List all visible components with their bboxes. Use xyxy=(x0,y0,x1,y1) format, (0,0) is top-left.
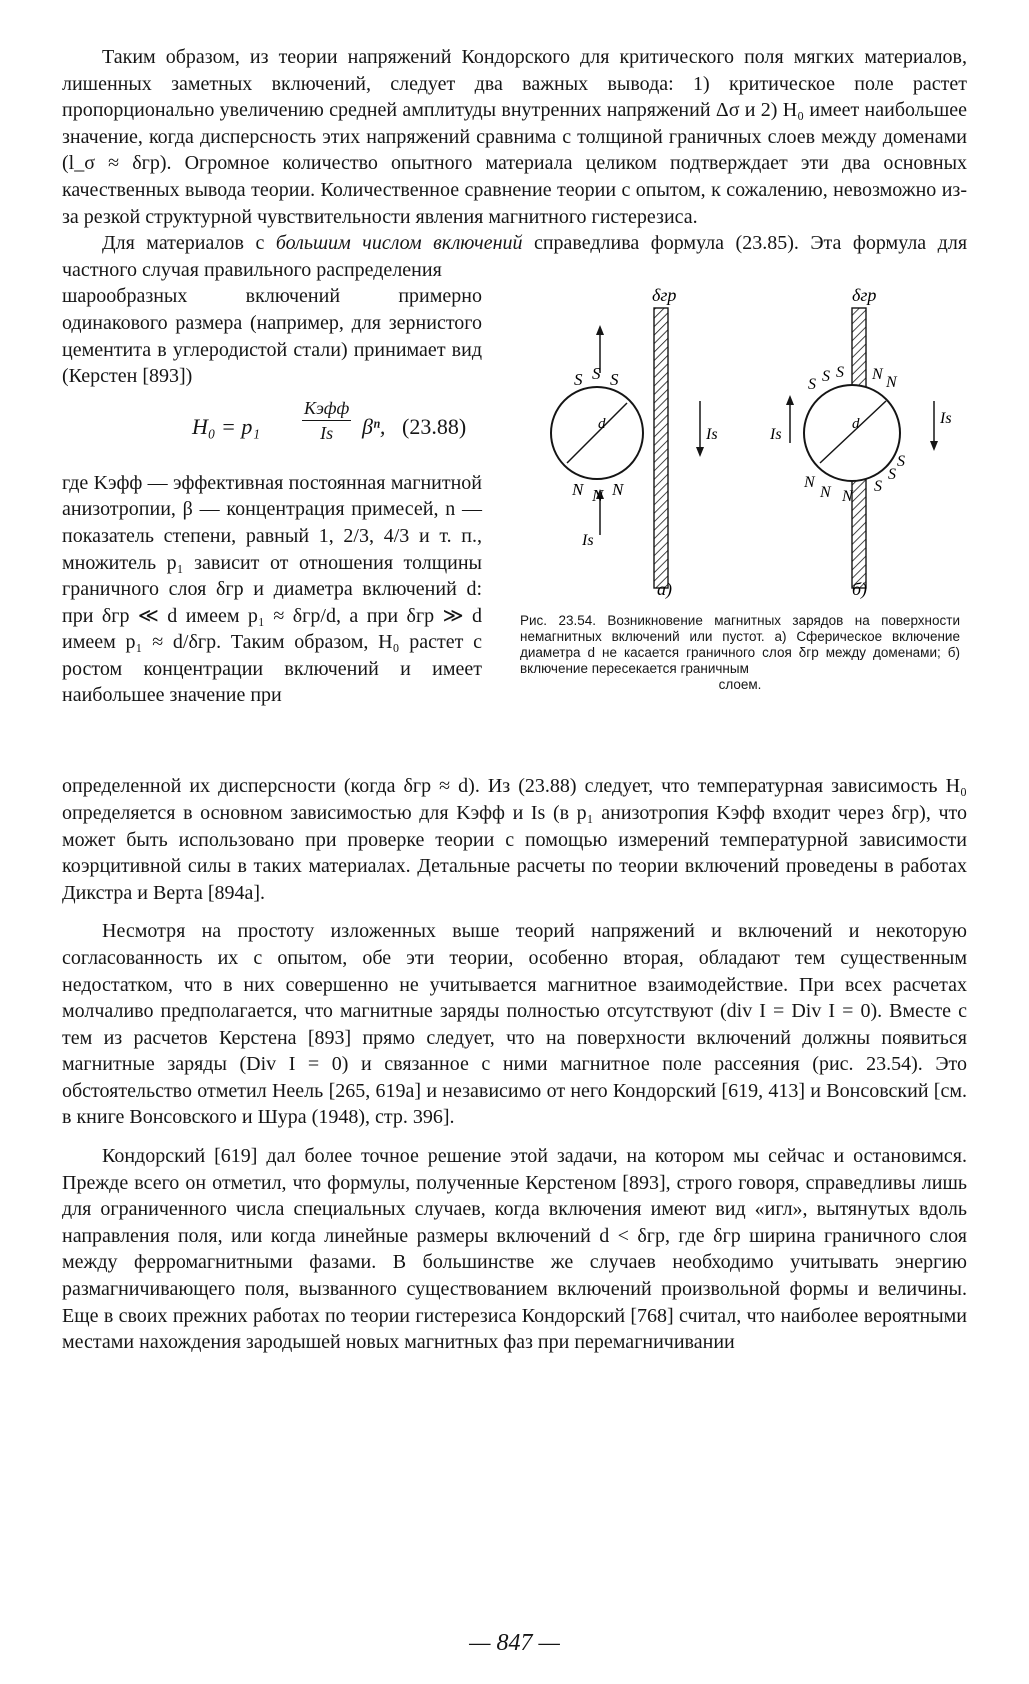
figure-23-54 xyxy=(502,283,982,773)
page-number: — 847 — xyxy=(469,1630,560,1656)
arrow-head-down-a xyxy=(696,447,704,457)
arrow-head-up-b xyxy=(786,395,794,405)
label-N3-b: N xyxy=(804,474,815,492)
label-S6-b: S xyxy=(897,453,905,471)
label-S4-b: S xyxy=(874,478,882,496)
label-delta-a: δгр xyxy=(652,285,677,306)
label-b: б) xyxy=(852,579,868,600)
formula-fraction xyxy=(302,396,351,445)
label-S5-b: S xyxy=(888,466,896,484)
label-N1-a: N xyxy=(572,480,584,500)
label-S3-b: S xyxy=(836,364,844,382)
paragraph-1: Таким образом, из теории напряжений Кондорского для критического поля мягких материалов, лишенных заметных включений, следует два важных вывода: 1) критическое поле растет пропорционально увеличению средней амплитуды внутренних напряжений Δσ и 2) H₀ имеет наибольшее значение, когда дисперсность этих напряжений сравнима с толщиной граничных слоев между доменами (l_σ ≈ δгр). Огромное количество опытного материала целиком подтверждает эти два основных качественных вывода теории. Количественное сравнение теории с опытом, к сожалению, невозможно из-за резкой структурной чувствительности явления магнитного гистерезиса. xyxy=(62,46,967,228)
label-N2-b: N xyxy=(886,374,897,392)
formula-numerator: Kэфф xyxy=(302,396,351,421)
paragraph-3-left: где Kэфф — эффективная постоянная магнитной анизотропии, β — концентрация примесей, n — показатель степени, равный 1, 2/3, 4/3 и т. п., множитель p₁ зависит от отношения толщины граничного слоя δгр и диаметра включений d: при δгр ≪ d имеем p₁ ≈ δгр/d, а при δгр ≫ d имеем p₁ ≈ d/δгр. Таким образом, H₀ растет с ростом концентрации включений и имеет наибольшее значение при xyxy=(62,471,482,707)
label-a: а) xyxy=(657,579,672,600)
figure-caption xyxy=(520,613,960,693)
label-delta-b: δгр xyxy=(852,285,877,306)
label-S1-a: S xyxy=(574,370,583,390)
label-N4-b: N xyxy=(820,484,831,502)
arrow-head-down-b xyxy=(930,441,938,451)
figure-diagram xyxy=(502,283,982,613)
label-S2-b: S xyxy=(822,368,830,386)
label-N2-a: N xyxy=(592,486,604,506)
left-column xyxy=(62,283,482,709)
boundary-layer-a xyxy=(654,308,668,588)
label-d-b: d xyxy=(852,416,860,433)
paragraph-2-end: справедлива формула (23.85). Эта формула для частного случая правильного распределения xyxy=(62,232,968,281)
formula-rest: βⁿ, xyxy=(362,413,386,439)
text-with-figure xyxy=(62,283,967,773)
page-body xyxy=(62,44,967,1356)
formula-number: (23.88) xyxy=(402,413,467,439)
paragraph-3-full: определенной их дисперсности (когда δгр ≈ d). Из (23.88) следует, что температурная зависимость H₀ определяется в основном зависимостью для Kэфф и Is (в p₁ анизотропия Kэфф входит через δгр), что может быть использовано при проверке теории с помощью измерений температурной зависимости коэрцитивной силы в таких материалах. Детальные расчеты по теории включений проведены в работах Дикстра и Верта [894а]. xyxy=(62,775,967,904)
label-Is-a-right: Is xyxy=(706,426,718,444)
formula-23-88 xyxy=(62,396,482,462)
caption-last: слоем. xyxy=(718,677,762,693)
paragraph-2-start: Для материалов с xyxy=(102,232,276,255)
label-Is-b-right: Is xyxy=(940,410,952,428)
label-S2-a: S xyxy=(592,364,601,384)
label-S1-b: S xyxy=(808,376,816,394)
paragraph-2-intro xyxy=(62,230,967,283)
formula-lhs: H₀ = p₁ xyxy=(192,413,261,439)
label-d-a: d xyxy=(598,416,606,433)
label-S3-a: S xyxy=(610,370,619,390)
formula-denominator: Is xyxy=(320,422,334,443)
label-N3-a: N xyxy=(612,480,624,500)
label-Is-a-bottom: Is xyxy=(582,532,594,550)
paragraph-2-italic: большим числом включений xyxy=(275,232,523,255)
paragraph-2-left: шарообразных включений примерно одинакового размера (например, для зернистого цементита в углеродистой стали) принимает вид (Керстен [893]) xyxy=(62,285,482,388)
label-Is-b-left: Is xyxy=(770,426,782,444)
label-N5-b: N xyxy=(842,488,853,506)
caption-main: Рис. 23.54. Возникновение магнитных зарядов на поверхности немагнитных включений или пустот. а) Сферическое включение диаметра d не касается граничного слоя δгр между доменами; б) включение пересекается граничным xyxy=(520,613,960,677)
diameter-line-a xyxy=(567,403,627,463)
label-N1-b: N xyxy=(872,366,883,384)
paragraph-4: Несмотря на простоту изложенных выше теорий напряжений и включений и некоторую согласованность их с опытом, обе эти теории, особенно вторая, обладают тем существенным недостатком, что в них совершенно не учитывается магнитное взаимодействие. При всех расчетах молчаливо предполагается, что магнитные заряды полностью отсутствуют (div I = Div I = 0). Вместе с тем из расчетов Керстена [893] прямо следует, что на поверхности включений должны появиться магнитные заряды (Div I = 0) и связанное с ними магнитное поле рассеяния (рис. 23.54). Это обстоятельство отметил Неель [265, 619а] и независимо от него Кондорский [619, 413] и Вонсовский [см. в книге Вонсовского и Шура (1948), стр. 396]. xyxy=(62,920,967,1129)
paragraph-5: Кондорский [619] дал более точное решение этой задачи, на котором мы сейчас и остановимся. Прежде всего он отметил, что формулы, полученные Керстеном [893], строго говоря, справедливы лишь для ограниченного числа специальных случаев, когда включения имеют вид «игл», вытянутых вдоль направления поля, или когда линейные размеры включений d < δгр, где δгр ширина граничного слоя между ферромагнитными фазами. В большинстве же случаев необходимо учитывать энергию размагничивающего поля, вызванного существованием включений произвольной формы и величины. Еще в своих прежних работах по теории гистерезиса Кондорский [768] считал, что наиболее вероятными местами нахождения зародышей новых магнитных фаз при перемагничивании xyxy=(62,1145,967,1354)
arrow-head-top-a xyxy=(596,325,604,335)
